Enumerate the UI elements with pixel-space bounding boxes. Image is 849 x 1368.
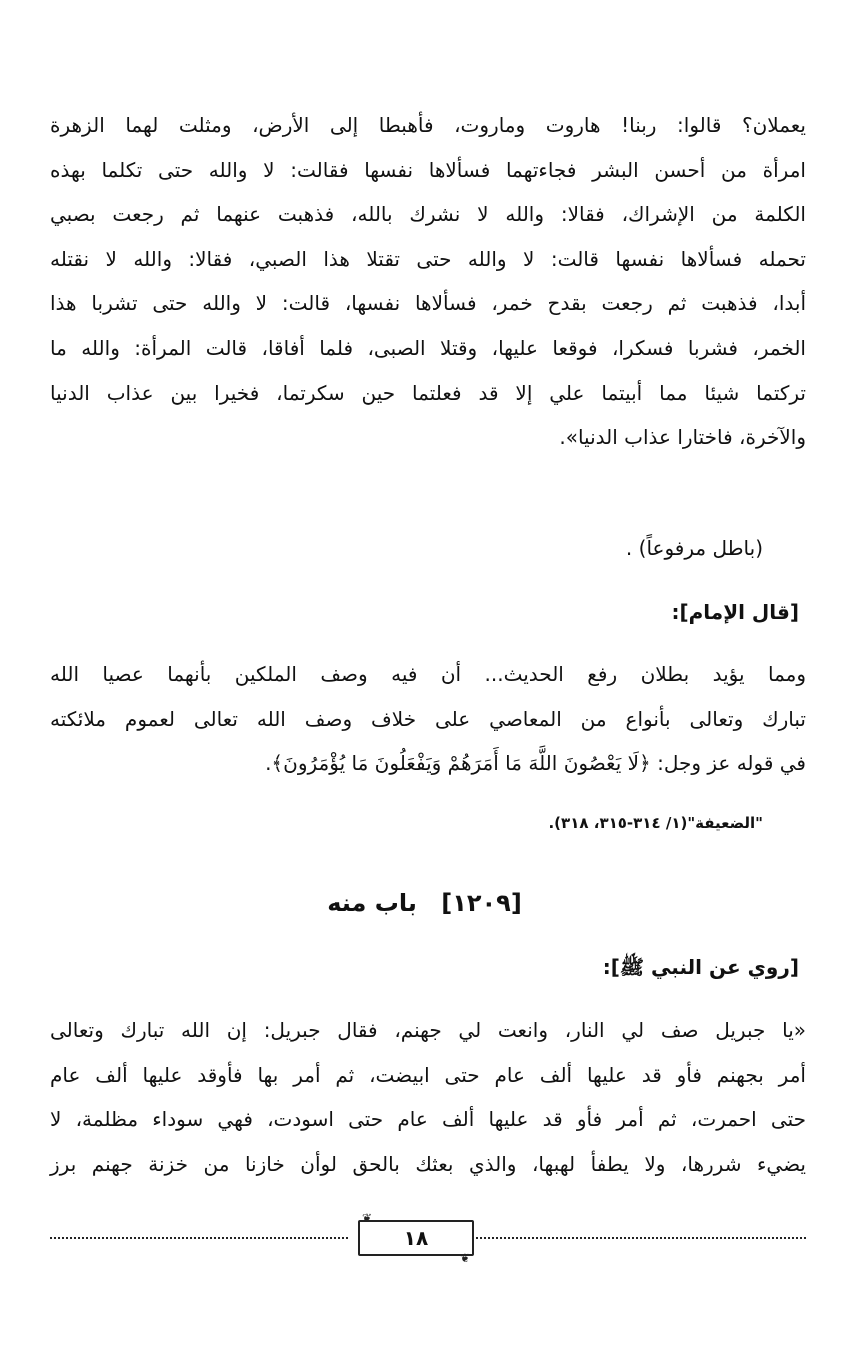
text-line: يعملان؟ قالوا: ربنا! هاروت وماروت، فأهبطا إلى الأرض، ومثلت لهما الزهرة: [50, 113, 806, 137]
text-line: «يا جبريل صف لي النار، وانعت لي جهنم، فقال جبريل: إن الله تبارك وتعالى: [50, 1018, 806, 1042]
text-line: الخمر، فشربا فسكرا، فوقعا عليها، وقتلا الصبى، فلما أفاقا، قالت المرأة: والله ما: [50, 335, 806, 360]
footer-dotted-rule: [50, 1237, 348, 1239]
text-line: الكلمة من الإشراك، فقالا: والله لا نشرك بالله، فذهبت عنهما ثم رجعت بصبي: [50, 202, 806, 227]
text-line: تبارك وتعالى بأنواع من المعاصي على خلاف وصف الله تعالى لعموم ملائكته: [50, 706, 806, 731]
page-number-frame: [358, 1211, 474, 1265]
imam-heading: [قال الإمام]:: [671, 600, 799, 624]
text-line: أمر بجهنم فأو قد عليها ألف عام حتى ابيضت، ثم أمر بها فأوقد عليها ألف عام: [50, 1062, 806, 1087]
text-line: حتى احمرت، ثم أمر فأو قد عليها ألف عام حتى اسودت، فهي سوداء مظلمة، لا: [50, 1107, 806, 1132]
narrated-heading: [روي عن النبي ﷺ]:: [602, 955, 799, 979]
page-number: ١٨: [403, 1226, 429, 1250]
page-footer: [50, 1211, 806, 1265]
text-line: امرأة من أحسن البشر فجاءتهما فسألاها نفسها فقالت: لا والله حتى تكلما بهذه: [50, 157, 806, 182]
text-line: أبدا، فذهبت ثم رجعت بقدح خمر، فسألاها نفسها، قالت: لا والله حتى تشربا هذا: [50, 291, 806, 316]
text-line: تركتما شيئا مما أبيتما علي إلا قد فعلتما حين سكرتما، فخيرا بين عذاب الدنيا: [50, 380, 806, 405]
paragraph-hadith-jahannam: [50, 1008, 806, 1186]
text-line: تحمله فسألاها نفسها قالت: لا والله حتى تقتلا هذا الصبي، فقالا: والله لا نقتله: [50, 246, 806, 271]
paragraph-imam-commentary: [50, 652, 806, 786]
text-line: والآخرة، فاختارا عذاب الدنيا».: [559, 425, 806, 450]
chapter-title-text: باب منه: [327, 889, 417, 917]
paragraph-hadith-continuation: [50, 103, 806, 460]
ornament-icon: ❦: [459, 1251, 470, 1265]
text-line: يضيء شررها، ولا يطفأ لهبها، والذي بعثك بالحق لوأن خازنا من خزنة جهنم برز: [50, 1151, 806, 1176]
footer-dotted-rule: [472, 1237, 806, 1239]
chapter-number: [١٢٠٩]: [441, 889, 522, 917]
text-line: ومما يؤيد بطلان رفع الحديث... أن فيه وصف الملكين بأنهما عصيا الله: [50, 662, 806, 686]
hadith-verdict: (باطل مرفوعاً) .: [625, 536, 763, 560]
source-reference: "الضعيفة"(١/ ٣١٤-٣١٥، ٣١٨).: [548, 814, 763, 832]
ornament-icon: ❦: [362, 1211, 373, 1225]
chapter-heading: [0, 878, 849, 928]
text-line: في قوله عز وجل: ﴿لَا يَعْصُونَ اللَّهَ مَا أَمَرَهُمْ وَيَفْعَلُونَ مَا يُؤْمَرُونَ﴾.: [265, 751, 806, 776]
